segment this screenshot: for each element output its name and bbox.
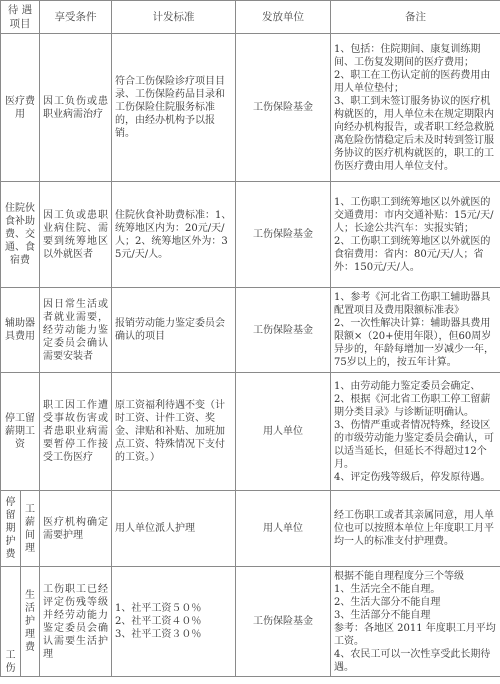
row-standard: 报销劳动能力鉴定委员会确认的项目 (112, 288, 236, 373)
remark-line: 1、由劳动能力鉴定委员会确定、 (334, 380, 481, 392)
row-item: 停工留薪期工资 (1, 373, 40, 491)
row-remarks (331, 182, 500, 288)
row-remarks (331, 34, 500, 182)
remark-line: 经工伤职工或者其亲属同意，用人单位也可以按照本单位上年度职工月平均一人的标准支付护理费。 (334, 510, 494, 547)
row-condition: 职工因工作遭受事故伤害或者患职业病需要暂停工作接受工伤医疗 (40, 373, 112, 491)
remark-line: 1、工伤职工到统筹地区以外就医的交通费用：市内交通补贴：15元/天/人；长途公共汽车：实报实销； (334, 196, 494, 234)
remark-line: 1、参考《河北省工伤职工辅助器具配置项目及费用限额标准表》 (334, 292, 491, 316)
row-standard: 1、社平工资５０％ 2、社平工资４０％ 3、社平工资３０％ (112, 567, 236, 677)
row-remarks (331, 288, 500, 373)
row-item: 医疗费用 (1, 34, 40, 182)
row-unit: 用人单位 (236, 491, 331, 567)
remark-line: 1、生活完全不能自理。 (334, 583, 441, 595)
row-unit: 工伤保险基金 (236, 567, 331, 677)
row-item-sub: 生活护理费 (21, 567, 40, 677)
row-unit: 工伤保险基金 (236, 182, 331, 288)
table-row (1, 373, 500, 491)
remark-line: 3、生活部分不能自理 (334, 609, 431, 621)
header-row (1, 1, 500, 34)
row-remarks (331, 567, 500, 677)
table-row (1, 34, 500, 182)
remark-line: 2、生活大部分不能自理 (334, 596, 441, 608)
remark-line: 4、评定伤残等级后，停发原待遇。 (334, 471, 491, 483)
row-item-main: 工伤 (1, 567, 21, 677)
remark-line: 4、农民工可以一次性享受此长期待遇。 (334, 648, 491, 673)
row-condition: 因日常生活或者就业需要，经劳动能力鉴定委员会确认需要安装者 (40, 288, 112, 373)
row-condition: 工伤职工已经评定伤残等级并经劳动能力鉴定委员会确认需要生活护理 (40, 567, 112, 677)
row-standard: 住院伙食补助费标准：1、统筹地区内为：20元/天/人；2、统筹地区外为：35元/天/人。 (112, 182, 236, 288)
header-remarks: 备注 (331, 1, 500, 34)
remark-line: 2、根据《河北省工伤职工停工留薪期分类目录》与诊断证明确认。 (334, 393, 491, 418)
row-condition: 因工负伤或患职业病需治疗 (40, 34, 112, 182)
table-row (1, 491, 500, 567)
row-standard: 原工资福利待遇不变（计时工资、计件工资、奖金、津贴和补贴、加班加点工资、特殊情况下支付的工资。） (112, 373, 236, 491)
row-standard: 符合工伤保险诊疗项目目录、工伤保险药品目录和工伤保险住院服务标准的，由经办机构予以报销。 (112, 34, 236, 182)
row-item-sub: 工薪间理 (21, 491, 40, 567)
remark-line: 参考：各地区 2011 年度职工月平均工资。 (334, 622, 496, 647)
table-row (1, 182, 500, 288)
remark-line: 3、职工到未签订服务协议的医疗机构就医的，用人单位未在规定期限内向经办机构报告，或者职工经急救脱离危险伤情稳定后未及时转到签订服务协议的医疗机构就医的，职工的工伤医疗费由用人单位支付。 (334, 95, 494, 172)
remark-line: 1、包括：住院期间、康复训练期间、工伤复发期间的医疗费用； (334, 43, 481, 68)
header-condition: 享受条件 (40, 1, 112, 34)
row-condition: 医疗机构确定需要护理 (40, 491, 112, 567)
row-unit: 工伤保险基金 (236, 288, 331, 373)
row-item: 辅助器具费用 (1, 288, 40, 373)
remark-line: 2、一次性解决计算：辅助器具费用限额×（20+使用年限），但60周岁异步的，年龄每增加一岁减少一年，75岁以上的，按五年计算。 (334, 318, 494, 368)
header-item (1, 1, 40, 34)
remark-line: 2、职工在工伤认定前的医药费用由用人单位垫付； (334, 69, 491, 94)
header-item-bottom: 项目 (9, 18, 31, 30)
table-row (1, 288, 500, 373)
row-condition: 因工负或患职业病住院、需要到统筹地区以外就医者 (40, 182, 112, 288)
header-unit: 发放单位 (236, 1, 331, 34)
header-standard: 计发标准 (112, 1, 236, 34)
row-item-main: 停留期护费 (1, 491, 21, 567)
row-remarks (331, 373, 500, 491)
header-item-top: 待 遇 (7, 4, 33, 16)
remark-line: 2、工伤职工到统筹地区以外就医的食宿费用：省内：80元/天/人；省外：150元/天/人。 (334, 235, 491, 273)
row-unit: 用人单位 (236, 373, 331, 491)
table-row (1, 567, 500, 677)
remark-line: 根据不能自理程度分三个等级 (334, 570, 464, 582)
row-unit: 工伤保险基金 (236, 34, 331, 182)
remark-line: 3、伤情严重或者情况特殊，经设区的市级劳动能力鉴定委员会确认，可以适当延长，但延长不得超过12个月。 (334, 419, 494, 470)
row-remarks (331, 491, 500, 567)
row-item: 住院伙食补助费、交通、食宿费 (1, 182, 40, 288)
row-standard: 用人单位派人护理 (112, 491, 236, 567)
